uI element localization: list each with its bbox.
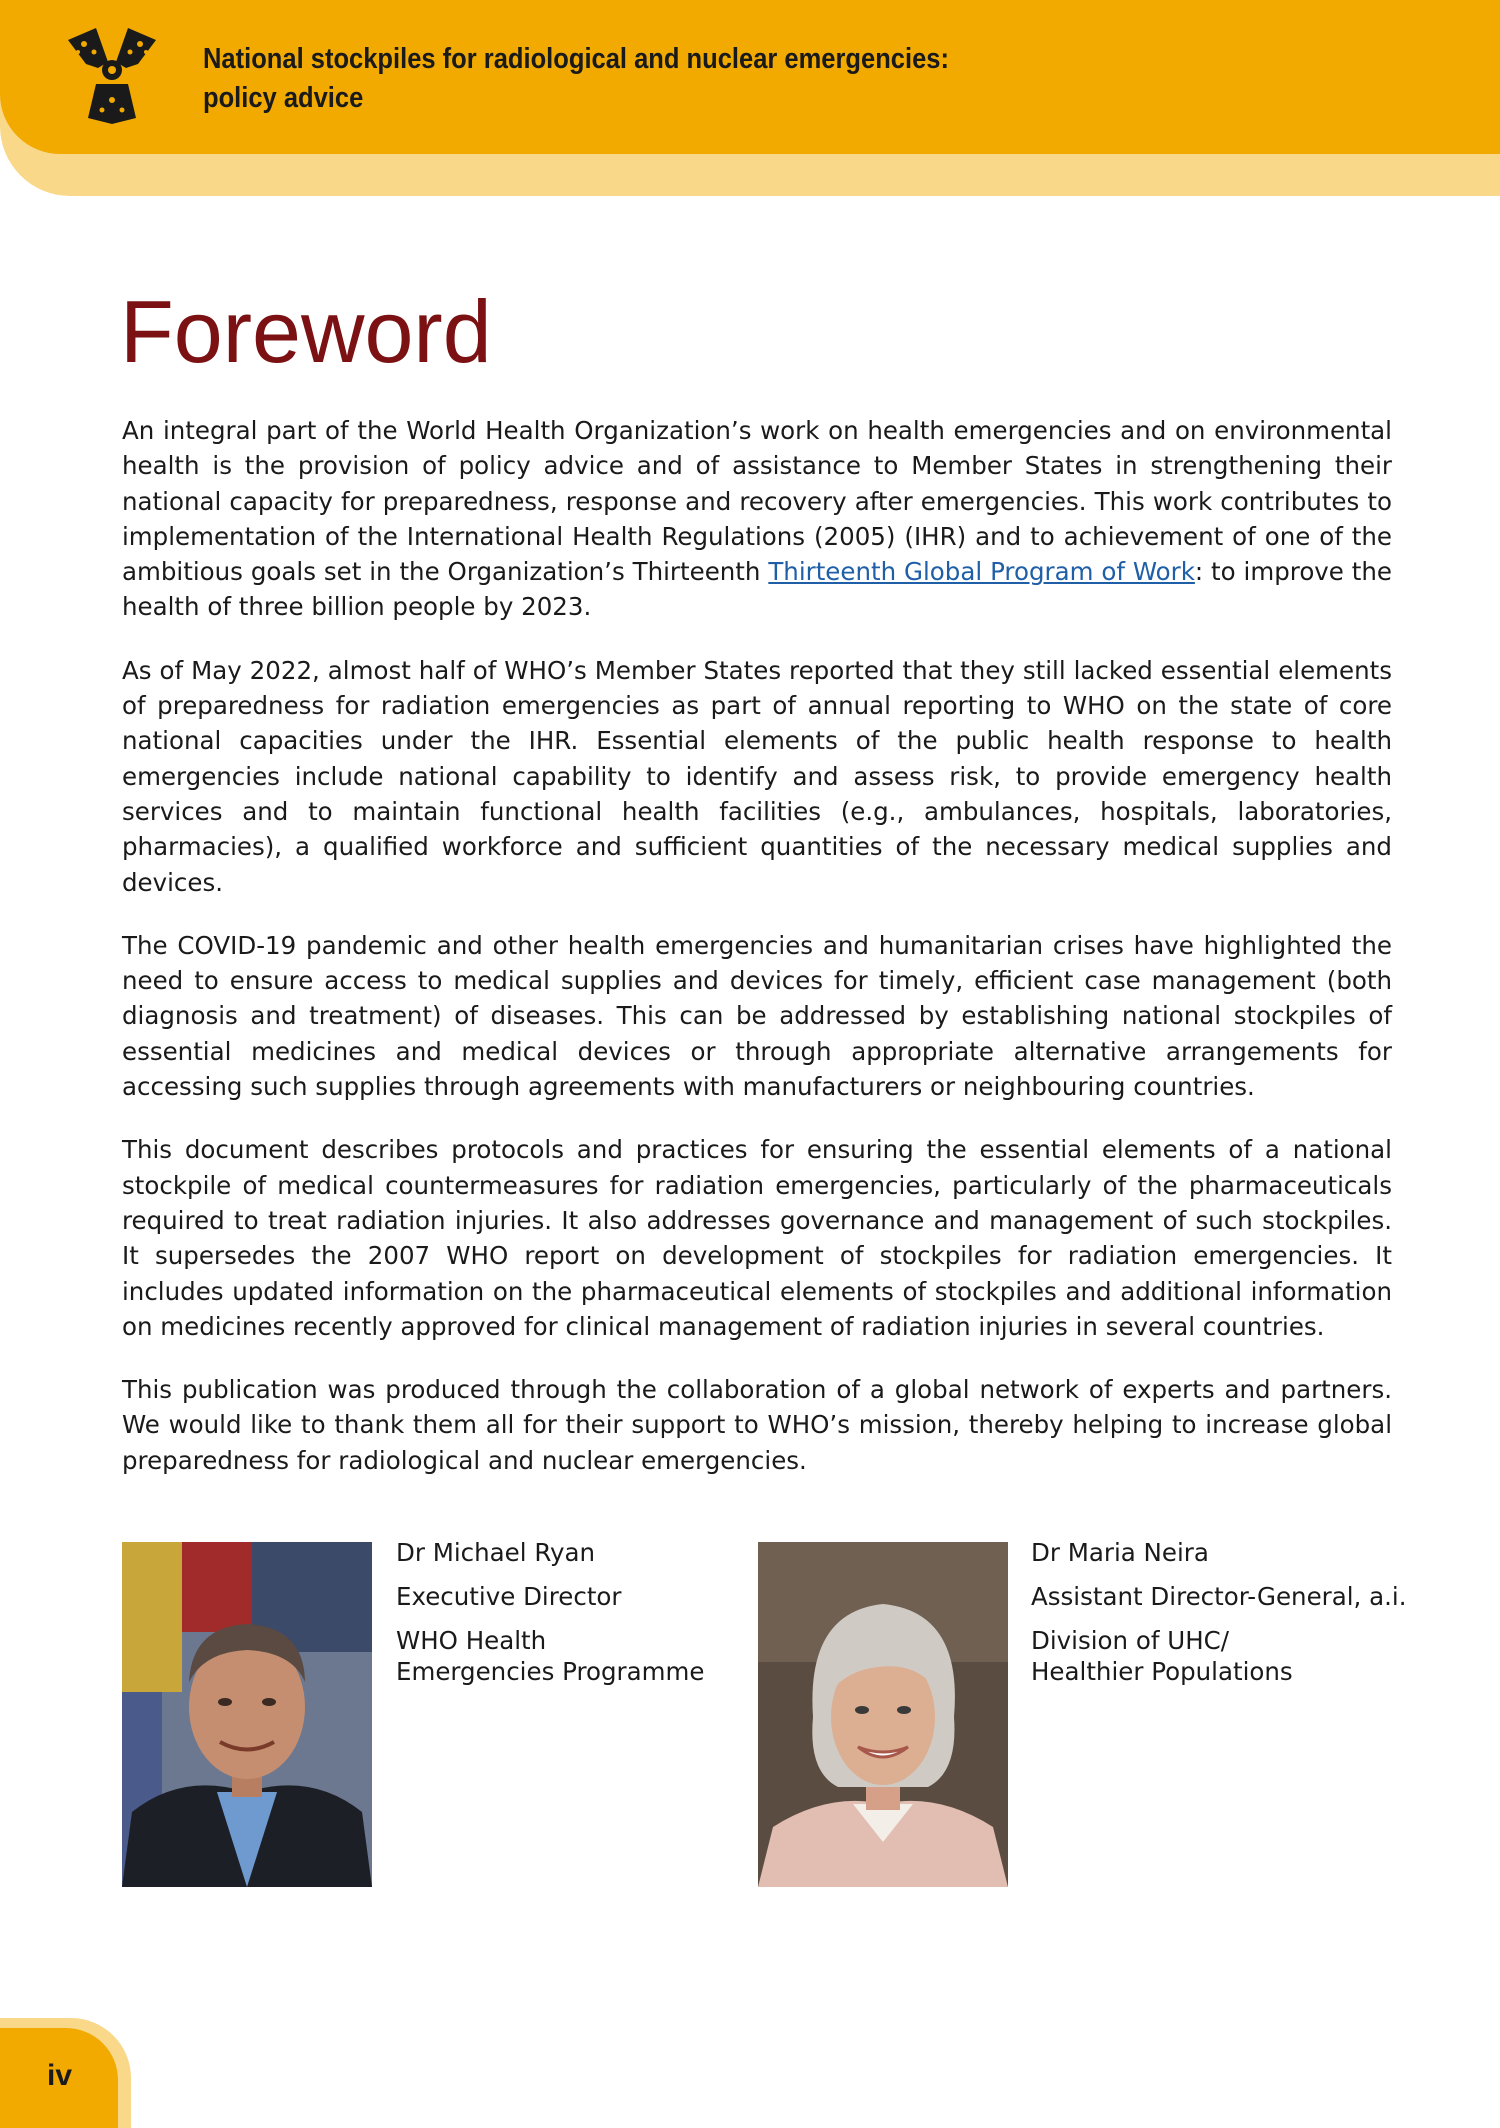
document-title: [203, 40, 949, 118]
signatory-organization-line1: Division of UHC/: [1031, 1626, 1229, 1655]
portrait-michael-ryan: [122, 1542, 372, 1887]
global-program-of-work-link[interactable]: Thirteenth Global Program of Work: [768, 557, 1195, 587]
paragraph-1-text-before-link: An integral part of the World Health Organization’s work on health emergencies and on environmental health is the provision of policy advice and of assistance to Member States in strengthening their national capacity for preparedness, response and recovery after emergencies. This work contributes to implementation of the International Health Regulations (2005) (IHR) and to achievement of one of the ambitious goals set in the Organization’s Thirteenth: [122, 416, 1392, 587]
paragraph-3: The COVID-19 pandemic and other health emergencies and humanitarian crises have highlighted the need to ensure access to medical supplies and devices for timely, efficient case management (both diagnosis and treatment) of diseases. This can be addressed by establishing national stockpiles of essential medicines and medical devices or through appropriate alternative arrangements for accessing such supplies through agreements with manufacturers or neighbouring countries.: [122, 930, 1392, 1102]
signatory-role: Executive Director: [396, 1582, 622, 1611]
portrait-maria-neira: [758, 1542, 1008, 1887]
signatory-role: Assistant Director-General, a.i.: [1031, 1582, 1407, 1611]
document-title-line1: National stockpiles for radiological and nuclear emergencies:: [203, 43, 949, 75]
signatory-organization: [1031, 1625, 1407, 1687]
signatory-organization-line2: Emergencies Programme: [396, 1657, 705, 1686]
paragraph-1: [122, 413, 1392, 625]
signatory-maria-neira: [1031, 1537, 1407, 1700]
signatory-name: Dr Maria Neira: [1031, 1538, 1209, 1567]
paragraph-5: This publication was produced through the collaboration of a global network of experts and partners. We would like to thank them all for their support to WHO’s mission, thereby helping to increase global preparedness for radiological and nuclear emergencies.: [122, 1375, 1392, 1475]
signatory-michael-ryan: [396, 1537, 704, 1700]
radiation-trefoil-icon: [58, 22, 166, 126]
signatory-organization-line2: Healthier Populations: [1031, 1657, 1293, 1686]
page-title: Foreword: [120, 282, 492, 381]
paragraph-1-text-after-link: : to improve the health of three billion people by 2023.: [122, 557, 1392, 622]
signatory-organization: [396, 1625, 704, 1687]
signatory-organization-line1: WHO Health: [396, 1626, 547, 1655]
page-number: iv: [47, 2059, 73, 2092]
foreword-body: [122, 413, 1392, 1506]
document-title-line2: policy advice: [203, 82, 364, 114]
paragraph-4: This document describes protocols and practices for ensuring the essential elements of a national stockpile of medical countermeasures for radiation emergencies, particularly of the pharmaceuticals required to treat radiation injuries. It also addresses governance and management of such stockpiles. It supersedes the 2007 WHO report on development of stockpiles for radiation emergencies. It includes updated information on the pharmaceutical elements of stockpiles and additional information on medicines recently approved for clinical management of radiation injuries in several countries.: [122, 1135, 1392, 1341]
signatory-name: Dr Michael Ryan: [396, 1538, 596, 1567]
paragraph-2: As of May 2022, almost half of WHO’s Member States reported that they still lacked essential elements of preparedness for radiation emergencies as part of annual reporting to WHO on the state of core national capacities under the IHR. Essential elements of the public health response to health emergencies include national capability to identify and assess risk, to provide emergency health services and to maintain functional health facilities (e.g., ambulances, hospitals, laboratories, pharmacies), a qualified workforce and sufficient quantities of the necessary medical supplies and devices.: [122, 655, 1392, 897]
